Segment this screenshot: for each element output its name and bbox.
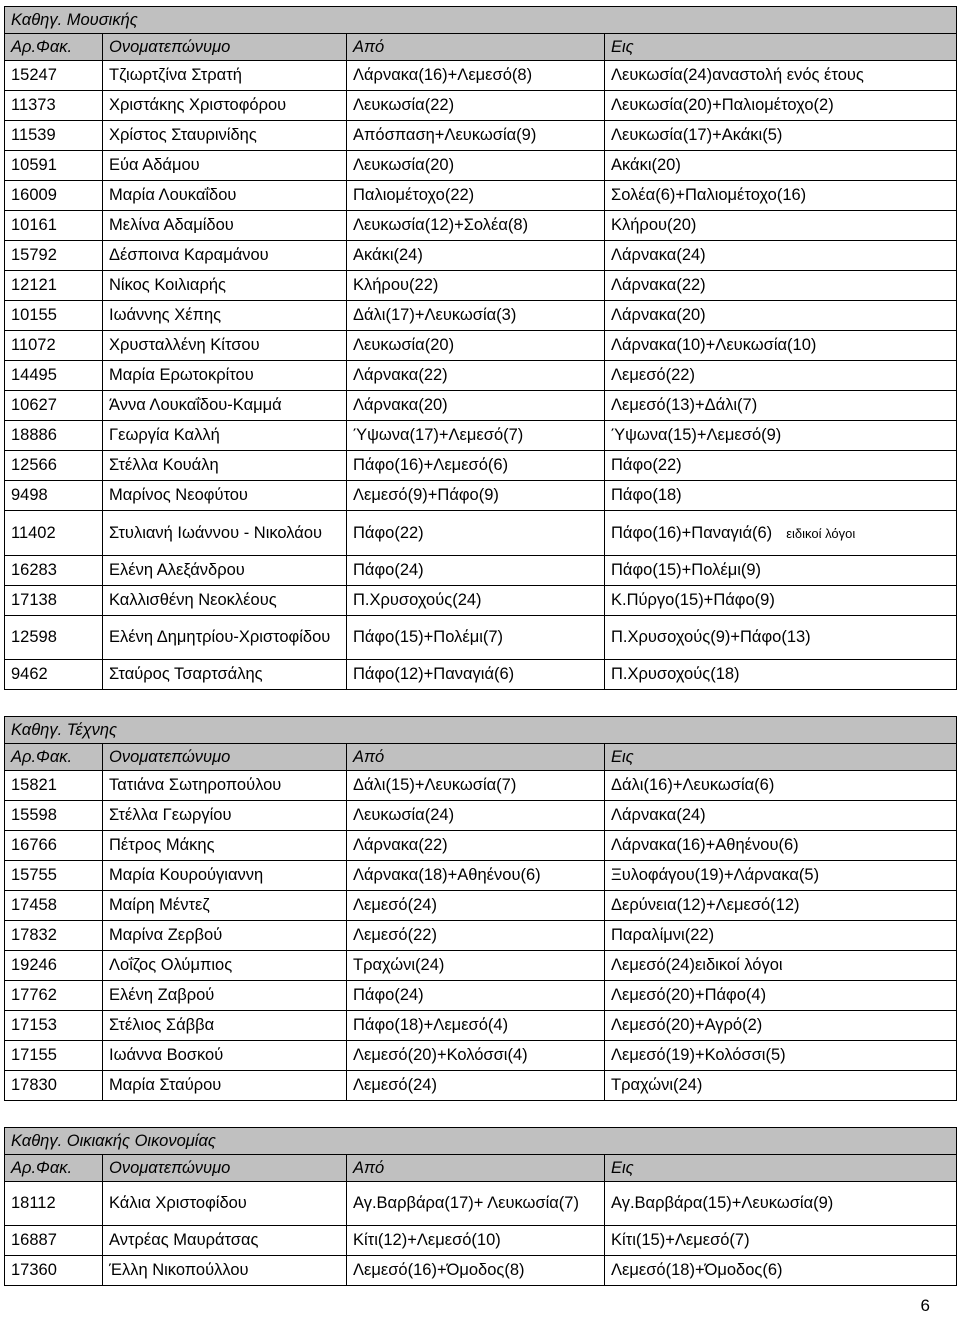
- cell-from: Λεμεσό(9)+Πάφο(9): [347, 481, 605, 511]
- cell-name: Τατιάνα Σωτηροπούλου: [103, 771, 347, 801]
- cell-from: Τραχώνι(24): [347, 951, 605, 981]
- cell-id: 17762: [5, 981, 103, 1011]
- cell-to: Πάφο(18): [605, 481, 957, 511]
- cell-to: Κίτι(15)+Λεμεσό(7): [605, 1226, 957, 1256]
- cell-from: Λεμεσό(24): [347, 891, 605, 921]
- table-row: [5, 1256, 957, 1286]
- header-from: Από: [347, 1155, 605, 1182]
- cell-to: Λάρνακα(16)+Αθηένου(6): [605, 831, 957, 861]
- cell-from: Λεμεσό(22): [347, 921, 605, 951]
- cell-to: Κλήρου(20): [605, 211, 957, 241]
- table-row: [5, 801, 957, 831]
- cell-name: Στέλλα Γεωργίου: [103, 801, 347, 831]
- cell-to: Λευκωσία(20)+Παλιομέτοχο(2): [605, 91, 957, 121]
- table-row: [5, 981, 957, 1011]
- cell-from: Πάφο(16)+Λεμεσό(6): [347, 451, 605, 481]
- cell-to: Λάρνακα(22): [605, 271, 957, 301]
- cell-name: Μαρία Κουρούγιαννη: [103, 861, 347, 891]
- header-file-number: Αρ.Φακ.: [5, 1155, 103, 1182]
- table-row: [5, 511, 957, 556]
- cell-to-text: Πάφο(16)+Παναγιά(6): [611, 523, 773, 542]
- cell-id: 15821: [5, 771, 103, 801]
- cell-id: 10161: [5, 211, 103, 241]
- cell-from: Λευκωσία(24): [347, 801, 605, 831]
- table-row: [5, 616, 957, 660]
- cell-id: 11539: [5, 121, 103, 151]
- header-file-number: Αρ.Φακ.: [5, 744, 103, 771]
- cell-name: Άννα Λουκαΐδου-Καμμά: [103, 391, 347, 421]
- cell-name: Καλλισθένη Νεοκλέους: [103, 586, 347, 616]
- table-row: [5, 921, 957, 951]
- cell-to: Δερύνεια(12)+Λεμεσό(12): [605, 891, 957, 921]
- cell-to: Λευκωσία(24)αναστολή ενός έτους: [605, 61, 957, 91]
- cell-to: Ακάκι(20): [605, 151, 957, 181]
- table-row: [5, 61, 957, 91]
- cell-id: 15755: [5, 861, 103, 891]
- cell-id: 12121: [5, 271, 103, 301]
- cell-to: Λεμεσό(22): [605, 361, 957, 391]
- cell-to: [605, 511, 957, 556]
- cell-id: 14495: [5, 361, 103, 391]
- cell-id: 11373: [5, 91, 103, 121]
- header-file-number: Αρ.Φακ.: [5, 34, 103, 61]
- table-row: [5, 771, 957, 801]
- cell-to: Σολέα(6)+Παλιομέτοχο(16): [605, 181, 957, 211]
- cell-id: 15598: [5, 801, 103, 831]
- cell-id: 10155: [5, 301, 103, 331]
- table-row: [5, 831, 957, 861]
- cell-name: Μελίνα Αδαμίδου: [103, 211, 347, 241]
- table-row: [5, 211, 957, 241]
- cell-id: 9498: [5, 481, 103, 511]
- table-row: [5, 1011, 957, 1041]
- table-row: [5, 1041, 957, 1071]
- cell-to: Λάρνακα(20): [605, 301, 957, 331]
- cell-to: Πάφο(22): [605, 451, 957, 481]
- special-reasons-note: ειδικοί λόγοι: [786, 525, 856, 541]
- table-row: [5, 181, 957, 211]
- cell-from: Ακάκι(24): [347, 241, 605, 271]
- cell-id: 12598: [5, 616, 103, 660]
- cell-id: 17153: [5, 1011, 103, 1041]
- table-row: [5, 1226, 957, 1256]
- cell-to: Λεμεσό(13)+Δάλι(7): [605, 391, 957, 421]
- cell-name: Γεωργία Καλλή: [103, 421, 347, 451]
- cell-to: Παραλίμνι(22): [605, 921, 957, 951]
- cell-to: Κ.Πύργο(15)+Πάφο(9): [605, 586, 957, 616]
- cell-from: Κλήρου(22): [347, 271, 605, 301]
- table-row: [5, 91, 957, 121]
- cell-to: Ύψωνα(15)+Λεμεσό(9): [605, 421, 957, 451]
- cell-from: Λεμεσό(24): [347, 1071, 605, 1101]
- cell-id: 11072: [5, 331, 103, 361]
- cell-name: Μαίρη Μέντεζ: [103, 891, 347, 921]
- cell-id: 16283: [5, 556, 103, 586]
- cell-from: Πάφο(12)+Παναγιά(6): [347, 660, 605, 690]
- cell-from: Πάφο(15)+Πολέμι(7): [347, 616, 605, 660]
- cell-name: Σταύρος Τσαρτσάλης: [103, 660, 347, 690]
- cell-to: Πάφο(15)+Πολέμι(9): [605, 556, 957, 586]
- cell-from: Λάρνακα(22): [347, 831, 605, 861]
- cell-from: Λάρνακα(16)+Λεμεσό(8): [347, 61, 605, 91]
- cell-to: Λεμεσό(20)+Αγρό(2): [605, 1011, 957, 1041]
- section-title: Καθηγ. Οικιακής Οικονομίας: [5, 1128, 957, 1155]
- table-row: [5, 861, 957, 891]
- cell-from: Λάρνακα(20): [347, 391, 605, 421]
- table-row: [5, 361, 957, 391]
- table-row: [5, 556, 957, 586]
- cell-from: Αγ.Βαρβάρα(17)+ Λευκωσία(7): [347, 1182, 605, 1226]
- section-art-table: [4, 716, 957, 1101]
- table-row: [5, 241, 957, 271]
- cell-from: Πάφο(18)+Λεμεσό(4): [347, 1011, 605, 1041]
- page-number: 6: [920, 1296, 930, 1315]
- cell-from: Απόσπαση+Λευκωσία(9): [347, 121, 605, 151]
- cell-name: Έλλη Νικοπούλλου: [103, 1256, 347, 1286]
- cell-from: Λάρνακα(22): [347, 361, 605, 391]
- table-row: [5, 121, 957, 151]
- cell-from: Δάλι(15)+Λευκωσία(7): [347, 771, 605, 801]
- cell-from: Λεμεσό(16)+Όμοδος(8): [347, 1256, 605, 1286]
- cell-to: Λεμεσό(19)+Κολόσσι(5): [605, 1041, 957, 1071]
- section-home-economics-table: [4, 1127, 957, 1286]
- cell-name: Μαρίνος Νεοφύτου: [103, 481, 347, 511]
- cell-to: Αγ.Βαρβάρα(15)+Λευκωσία(9): [605, 1182, 957, 1226]
- cell-name: Νίκος Κοιλιαρής: [103, 271, 347, 301]
- cell-from: Πάφο(24): [347, 556, 605, 586]
- cell-id: 10627: [5, 391, 103, 421]
- table-row: [5, 481, 957, 511]
- cell-id: 11402: [5, 511, 103, 556]
- table-row: [5, 586, 957, 616]
- cell-id: 18112: [5, 1182, 103, 1226]
- table-row: [5, 421, 957, 451]
- cell-id: 15792: [5, 241, 103, 271]
- cell-from: Πάφο(22): [347, 511, 605, 556]
- cell-to: Π.Χρυσοχούς(9)+Πάφο(13): [605, 616, 957, 660]
- cell-from: Δάλι(17)+Λευκωσία(3): [347, 301, 605, 331]
- cell-id: 16887: [5, 1226, 103, 1256]
- cell-name: Ιωάννης Χέπης: [103, 301, 347, 331]
- cell-id: 17830: [5, 1071, 103, 1101]
- cell-name: Πέτρος Μάκης: [103, 831, 347, 861]
- cell-id: 10591: [5, 151, 103, 181]
- cell-from: Λευκωσία(20): [347, 331, 605, 361]
- cell-id: 17832: [5, 921, 103, 951]
- cell-to: Δάλι(16)+Λευκωσία(6): [605, 771, 957, 801]
- cell-name: Ελένη Δημητρίου-Χριστοφίδου: [103, 616, 347, 660]
- cell-to: Λάρνακα(24): [605, 801, 957, 831]
- section-title: Καθηγ. Μουσικής: [5, 7, 957, 34]
- cell-name: Λοΐζος Ολύμπιος: [103, 951, 347, 981]
- cell-name: Δέσποινα Καραμάνου: [103, 241, 347, 271]
- header-from: Από: [347, 34, 605, 61]
- cell-name: Χρίστος Σταυρινίδης: [103, 121, 347, 151]
- table-row: [5, 951, 957, 981]
- cell-to: Ξυλοφάγου(19)+Λάρνακα(5): [605, 861, 957, 891]
- cell-name: Χρυσταλλένη Κίτσου: [103, 331, 347, 361]
- cell-id: 12566: [5, 451, 103, 481]
- cell-from: Λευκωσία(20): [347, 151, 605, 181]
- cell-name: Στέλιος Σάββα: [103, 1011, 347, 1041]
- cell-to: Τραχώνι(24): [605, 1071, 957, 1101]
- cell-id: 19246: [5, 951, 103, 981]
- cell-name: Κάλια Χριστοφίδου: [103, 1182, 347, 1226]
- cell-to: Λάρνακα(10)+Λευκωσία(10): [605, 331, 957, 361]
- cell-name: Χριστάκης Χριστοφόρου: [103, 91, 347, 121]
- cell-from: Λεμεσό(20)+Κολόσσι(4): [347, 1041, 605, 1071]
- header-to: Εις: [605, 744, 957, 771]
- cell-name: Μαρία Σταύρου: [103, 1071, 347, 1101]
- header-full-name: Ονοματεπώνυμο: [103, 1155, 347, 1182]
- cell-name: Τζιωρτζίνα Στρατή: [103, 61, 347, 91]
- cell-name: Αντρέας Μαυράτσας: [103, 1226, 347, 1256]
- cell-from: Λευκωσία(22): [347, 91, 605, 121]
- table-row: [5, 660, 957, 690]
- cell-from: Παλιομέτοχο(22): [347, 181, 605, 211]
- cell-to: Λεμεσό(20)+Πάφο(4): [605, 981, 957, 1011]
- cell-id: 16009: [5, 181, 103, 211]
- cell-name: Ιωάννα Βοσκού: [103, 1041, 347, 1071]
- table-row: [5, 1071, 957, 1101]
- cell-name: Ελένη Αλεξάνδρου: [103, 556, 347, 586]
- cell-id: 17360: [5, 1256, 103, 1286]
- header-full-name: Ονοματεπώνυμο: [103, 34, 347, 61]
- cell-name: Μαρίνα Ζερβού: [103, 921, 347, 951]
- cell-from: Κίτι(12)+Λεμεσό(10): [347, 1226, 605, 1256]
- cell-id: 9462: [5, 660, 103, 690]
- table-row: [5, 891, 957, 921]
- cell-from: Ύψωνα(17)+Λεμεσό(7): [347, 421, 605, 451]
- section-title: Καθηγ. Τέχνης: [5, 717, 957, 744]
- cell-id: 15247: [5, 61, 103, 91]
- cell-name: Στυλιανή Ιωάννου - Νικολάου: [103, 511, 347, 556]
- header-to: Εις: [605, 1155, 957, 1182]
- table-row: [5, 271, 957, 301]
- cell-name: Στέλλα Κουάλη: [103, 451, 347, 481]
- cell-name: Εύα Αδάμου: [103, 151, 347, 181]
- table-row: [5, 391, 957, 421]
- cell-id: 17458: [5, 891, 103, 921]
- cell-id: 17155: [5, 1041, 103, 1071]
- cell-name: Μαρία Ερωτοκρίτου: [103, 361, 347, 391]
- cell-name: Μαρία Λουκαΐδου: [103, 181, 347, 211]
- table-row: [5, 301, 957, 331]
- table-row: [5, 331, 957, 361]
- cell-to: Λεμεσό(24)ειδικοί λόγοι: [605, 951, 957, 981]
- cell-id: 18886: [5, 421, 103, 451]
- cell-to: Λευκωσία(17)+Ακάκι(5): [605, 121, 957, 151]
- cell-from: Π.Χρυσοχούς(24): [347, 586, 605, 616]
- header-to: Εις: [605, 34, 957, 61]
- cell-to: Π.Χρυσοχούς(18): [605, 660, 957, 690]
- cell-from: Πάφο(24): [347, 981, 605, 1011]
- cell-id: 16766: [5, 831, 103, 861]
- table-row: [5, 1182, 957, 1226]
- cell-to: Λάρνακα(24): [605, 241, 957, 271]
- header-full-name: Ονοματεπώνυμο: [103, 744, 347, 771]
- cell-to: Λεμεσό(18)+Όμοδος(6): [605, 1256, 957, 1286]
- table-row: [5, 451, 957, 481]
- section-music-table: [4, 6, 957, 690]
- cell-from: Λάρνακα(18)+Αθηένου(6): [347, 861, 605, 891]
- cell-id: 17138: [5, 586, 103, 616]
- table-row: [5, 151, 957, 181]
- header-from: Από: [347, 744, 605, 771]
- cell-name: Ελένη Ζαβρού: [103, 981, 347, 1011]
- cell-from: Λευκωσία(12)+Σολέα(8): [347, 211, 605, 241]
